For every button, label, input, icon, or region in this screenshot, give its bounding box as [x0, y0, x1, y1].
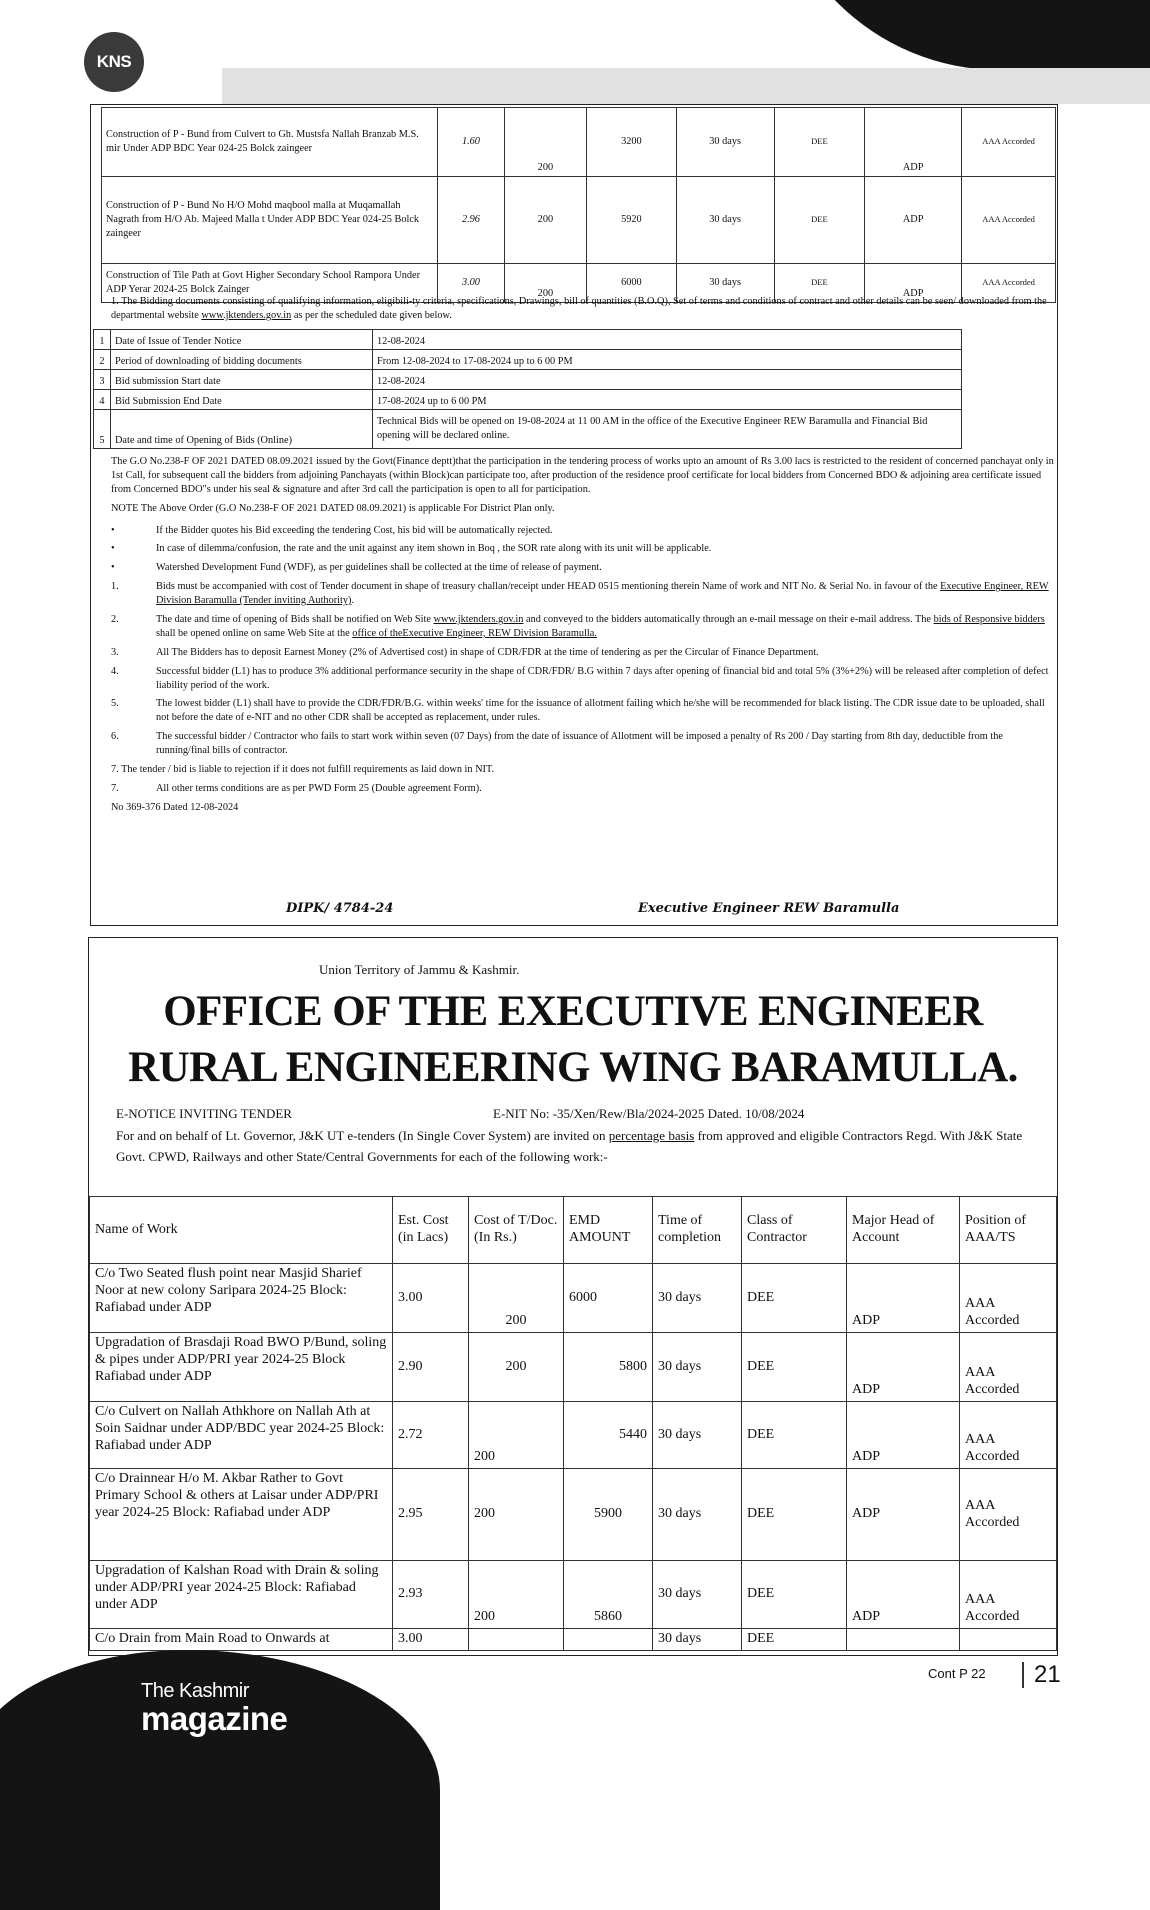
- contractor-class: DEE: [742, 1402, 847, 1469]
- aaa-status: AAA Accorded: [960, 1333, 1057, 1402]
- office-title: OFFICE OF THE EXECUTIVE ENGINEER: [163, 988, 983, 1035]
- aaa-status: AAA Accorded: [962, 264, 1056, 303]
- time-of-completion: 30 days: [653, 1469, 742, 1561]
- contractor-class: DEE: [742, 1469, 847, 1561]
- page-number: 21: [1022, 1662, 1061, 1688]
- major-head: ADP: [847, 1561, 960, 1629]
- works-table: [89, 1196, 1057, 1651]
- doc-cost: 200: [469, 1469, 564, 1561]
- major-head: ADP: [847, 1469, 960, 1561]
- work-name: Construction of P - Bund No H/O Mohd maqbool malla at Muqamallah Nagrath from H/O Ab. Majeed Malla t Under ADP BDC Year 024-25 Bolck zaingeer: [102, 177, 438, 264]
- table-row: 2 Period of downloading of bidding documents From 12-08-2024 to 17-08-2024 up to 6 00 PM: [94, 350, 962, 370]
- doc-cost: 200: [504, 264, 587, 303]
- schedule-table: [93, 329, 962, 449]
- doc-cost: 200: [469, 1333, 564, 1402]
- condition-item: 1. Bids must be accompanied with cost of Tender document in shape of treasury challan/receipt under HEAD 0515 mentioning therein Name of work and NIT No. & Serial No. in favour of the Executive Engineer, REW Division Baramulla (Tender inviting Authority).: [111, 581, 1049, 607]
- table-row: 1 Date of Issue of Tender Notice 12-08-2024: [94, 330, 962, 350]
- header-gray-band: [222, 68, 1150, 104]
- bullet-item: • In case of dilemma/confusion, the rate and the unit against any item shown in Boq , the SOR rate along with its unit will be applicable.: [111, 543, 712, 555]
- kns-logo: KNS: [84, 32, 144, 92]
- emd-amount: 5920: [587, 177, 676, 264]
- emd-amount: 6000: [564, 1264, 653, 1333]
- column-header: Class of Contractor: [742, 1197, 847, 1264]
- condition-item: 6. The successful bidder / Contractor who fails to start work within seven (07 Days) from the date of issuance of Allotment will be imposed a penalty of Rs 200 / Day starting from 8th day, deductible from the running/final bills of contractor.: [111, 731, 1003, 757]
- est-cost: 3.00: [393, 1629, 469, 1651]
- major-head: ADP: [865, 177, 962, 264]
- est-cost: 2.90: [393, 1333, 469, 1402]
- table-row: [90, 1629, 1057, 1651]
- column-header: Time of completion: [653, 1197, 742, 1264]
- contractor-class: DEE: [774, 177, 864, 264]
- time-of-completion: 30 days: [653, 1264, 742, 1333]
- major-head: [847, 1629, 960, 1651]
- works-table-continued: [101, 107, 1056, 303]
- aaa-status: AAA Accorded: [960, 1469, 1057, 1561]
- condition-item: 5. The lowest bidder (L1) shall have to provide the CDR/FDR/B.G. within weeks' time for the issuance of allotment failing which he/she will be recommended for black listing. The CDR issue date to be uploaded, shall not before the date of e-NIT and no other CDR shall be accepted as replacement, under rules.: [111, 698, 1045, 724]
- union-territory-line: Union Territory of Jammu & Kashmir.: [319, 962, 520, 977]
- doc-cost: [469, 1629, 564, 1651]
- column-header: Est. Cost (in Lacs): [393, 1197, 469, 1264]
- top-decorative-shape: [770, 0, 1150, 70]
- dipk-number: DIPK/ 4784-24: [286, 901, 394, 916]
- major-head: ADP: [865, 108, 962, 177]
- est-cost: 2.95: [393, 1469, 469, 1561]
- column-header: Major Head of Account: [847, 1197, 960, 1264]
- emd-amount: 6000: [587, 264, 676, 303]
- est-cost: 3.00: [393, 1264, 469, 1333]
- aaa-status: AAA Accorded: [960, 1561, 1057, 1629]
- tender-notice-continuation: [90, 104, 1058, 926]
- condition-item: 4. Successful bidder (L1) has to produce 3% additional performance security in the shape of CDR/FDR/ B.G within 7 days after opening of financial bid and total 5% (3%+2%) will be released after completion of defect liability period of the work.: [111, 665, 1049, 691]
- time-of-completion: 30 days: [653, 1333, 742, 1402]
- table-row: [102, 108, 1056, 177]
- est-cost: 2.96: [438, 177, 504, 264]
- table-row: [90, 1469, 1057, 1561]
- aaa-status: AAA Accorded: [962, 177, 1056, 264]
- jktenders-link[interactable]: www.jktenders.gov.in: [201, 309, 292, 321]
- major-head: ADP: [847, 1333, 960, 1402]
- doc-cost: 200: [504, 177, 587, 264]
- emd-amount: [564, 1629, 653, 1651]
- table-row: [90, 1561, 1057, 1629]
- intro-paragraph: For and on behalf of Lt. Governor, J&K UT e-tenders (In Single Cover System) are invited on percentage basis from approved and eligible Contractors Regd. With J&K State Govt. CPWD, Railways and other State/Central Governments for each of the following work:-: [116, 1128, 1023, 1164]
- est-cost: 2.93: [393, 1561, 469, 1629]
- doc-cost: 200: [469, 1561, 564, 1629]
- table-header-row: [90, 1197, 1057, 1264]
- major-head: ADP: [847, 1264, 960, 1333]
- time-of-completion: 30 days: [653, 1561, 742, 1629]
- continued-on-page: Cont P 22: [928, 1666, 986, 1681]
- work-name: Construction of Tile Path at Govt Higher Secondary School Rampora Under ADP Yerar 2024-25 Bolck Zainger: [102, 264, 438, 303]
- signatory: Executive Engineer REW Baramulla: [638, 901, 900, 916]
- contractor-class: DEE: [742, 1333, 847, 1402]
- note-paragraph: NOTE The Above Order (G.O No.238-F OF 2021 DATED 08.09.2021) is applicable For District Plan only.: [111, 502, 555, 514]
- time-of-completion: 30 days: [653, 1629, 742, 1651]
- column-header: Name of Work: [90, 1197, 393, 1264]
- aaa-status: AAA Accorded: [962, 108, 1056, 177]
- emd-amount: 5800: [564, 1333, 653, 1402]
- table-row: [90, 1402, 1057, 1469]
- table-row: 5 Date and time of Opening of Bids (Online) Technical Bids will be opened on 19-08-2024 at 11 00 AM in the office of the Executive Engineer REW Baramulla and Financial Bid opening will be declared online.: [94, 410, 962, 449]
- work-name: Upgradation of Kalshan Road with Drain & soling under ADP/PRI year 2024-25 Block: Rafiabad under ADP: [90, 1561, 393, 1629]
- table-row: 3 Bid submission Start date 12-08-2024: [94, 370, 962, 390]
- time-of-completion: 30 days: [676, 108, 774, 177]
- reference-number: No 369-376 Dated 12-08-2024: [111, 801, 239, 813]
- work-name: C/o Culvert on Nallah Athkhore on Nallah Ath at Soin Saidnar under ADP/BDC year 2024-25 Block: Rafiabad under ADP: [90, 1402, 393, 1469]
- go-order-paragraph: The G.O No.238-F OF 2021 DATED 08.09.2021 issued by the Govt(Finance deptt)that the participation in the tendering process of works upto an amount of Rs 3.00 lacs is restricted to the resident of concerned panchayat only in 1st Call, for subsequent call the bidders from adjoining Panchayats (within Block)can participate too, after production of the residence proof certificate for local bidders from Concerned BDO & adjoining area certificate issued from Concerned BDO"s under his seal & signature and after 3rd call the participation is open to all for participation.: [111, 456, 1054, 495]
- work-name: C/o Drainnear H/o M. Akbar Rather to Govt Primary School & others at Laisar under ADP/PRI year 2024-25 Block: Rafiabad under ADP: [90, 1469, 393, 1561]
- office-subtitle: RURAL ENGINEERING WING BARAMULLA.: [128, 1044, 1018, 1091]
- aaa-status: AAA Accorded: [960, 1402, 1057, 1469]
- work-name: C/o Drain from Main Road to Onwards at: [90, 1629, 393, 1651]
- table-row: [90, 1264, 1057, 1333]
- tender-notice: [88, 937, 1058, 1656]
- contractor-class: DEE: [742, 1629, 847, 1651]
- contractor-class: DEE: [742, 1264, 847, 1333]
- time-of-completion: 30 days: [653, 1402, 742, 1469]
- magazine-logo: The Kashmir magazine: [141, 1680, 288, 1737]
- notice-label: E-NOTICE INVITING TENDER: [116, 1106, 292, 1121]
- major-head: ADP: [865, 264, 962, 303]
- contractor-class: DEE: [774, 108, 864, 177]
- est-cost: 2.72: [393, 1402, 469, 1469]
- column-header: EMD AMOUNT: [564, 1197, 653, 1264]
- condition-item: 2. The date and time of opening of Bids shall be notified on Web Site www.jktenders.gov.in and conveyed to the bidders automatically through an e-mail message on their e-mail address. The bids of Responsive bidders shall be opened online on same Web Site at the office of theExecutive Engineer, REW Division Baramulla.: [111, 614, 1045, 639]
- time-of-completion: 30 days: [676, 177, 774, 264]
- doc-cost: 200: [504, 108, 587, 177]
- contractor-class: DEE: [742, 1561, 847, 1629]
- emd-amount: 5860: [564, 1561, 653, 1629]
- emd-amount: 3200: [587, 108, 676, 177]
- table-row: [90, 1333, 1057, 1402]
- bidding-documents-paragraph: 1. The Bidding documents consisting of qualifying information, eligibili-ty criteria, specifications, Drawings, bill of quantities (B.O.Q), Set of terms and conditions of contract and other details can be seen/ downloaded from the departmental website www.jktenders.gov.in as per the scheduled date given below.: [111, 296, 1047, 321]
- table-row: [102, 177, 1056, 264]
- aaa-status: [960, 1629, 1057, 1651]
- table-row: 4 Bid Submission End Date 17-08-2024 up to 6 00 PM: [94, 390, 962, 410]
- conditions-list: [111, 455, 1056, 815]
- column-header: Position of AAA/TS: [960, 1197, 1057, 1264]
- contractor-class: DEE: [774, 264, 864, 303]
- bullet-item: • Watershed Development Fund (WDF), as per guidelines shall be collected at the time of release of payment.: [111, 562, 602, 574]
- nit-number: E-NIT No: -35/Xen/Rew/Bla/2024-2025 Dated. 10/08/2024: [493, 1106, 805, 1121]
- bullet-item: • If the Bidder quotes his Bid exceeding the tendering Cost, his bid will be automatically rejected.: [111, 524, 553, 536]
- est-cost: 1.60: [438, 108, 504, 177]
- work-name: C/o Two Seated flush point near Masjid Sharief Noor at new colony Saripara 2024-25 Block: Rafiabad under ADP: [90, 1264, 393, 1333]
- condition-item: 7. All other terms conditions are as per PWD Form 25 (Double agreement Form).: [111, 782, 482, 794]
- condition-item: 3. All The Bidders has to deposit Earnest Money (2% of Advertised cost) in shape of CDR/FDR at the time of tendering as per the Circular of Finance Department.: [111, 646, 819, 658]
- work-name: Upgradation of Brasdaji Road BWO P/Bund, soling & pipes under ADP/PRI year 2024-25 Block Rafiabad under ADP: [90, 1333, 393, 1402]
- time-of-completion: 30 days: [676, 264, 774, 303]
- rejection-line: 7. The tender / bid is liable to rejection if it does not fulfill requirements as laid down in NIT.: [111, 764, 495, 776]
- doc-cost: 200: [469, 1402, 564, 1469]
- column-header: Cost of T/Doc. (In Rs.): [469, 1197, 564, 1264]
- jktenders-link[interactable]: www.jktenders.gov.in: [433, 614, 524, 626]
- major-head: ADP: [847, 1402, 960, 1469]
- emd-amount: 5440: [564, 1402, 653, 1469]
- aaa-status: AAA Accorded: [960, 1264, 1057, 1333]
- est-cost: 3.00: [438, 264, 504, 303]
- doc-cost: 200: [469, 1264, 564, 1333]
- emd-amount: 5900: [564, 1469, 653, 1561]
- work-name: Construction of P - Bund from Culvert to Gh. Mustsfa Nallah Branzab M.S. mir Under ADP BDC Year 024-25 Bolck zaingeer: [102, 108, 438, 177]
